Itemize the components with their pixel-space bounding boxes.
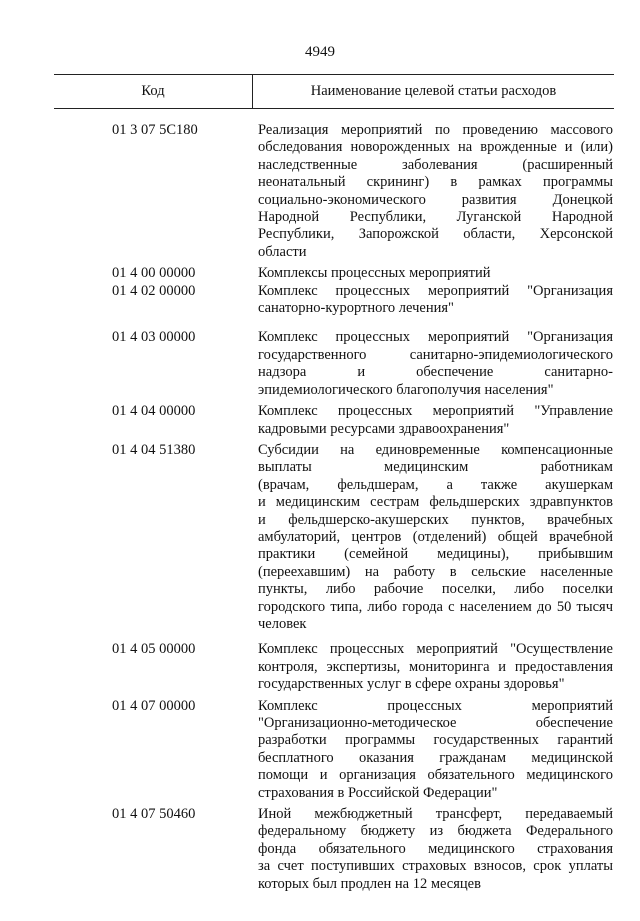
description-line: Народной Республики, Луганской Народной [258, 209, 613, 226]
description-line: городского типа, либо города с населением до 50 тысяч [258, 598, 613, 615]
description-line: Комплексы процессных мероприятий [258, 265, 491, 282]
table-row [54, 806, 614, 893]
description-line: практики (семейной медицины), прибывшим [258, 546, 613, 563]
row-description [252, 329, 613, 399]
row-code: 01 4 04 00000 [112, 403, 196, 420]
description-line: Комплекс процессных мероприятий "Осуществление [258, 641, 613, 658]
description-line: Субсидии на единовременные компенсационные [258, 441, 613, 458]
table-row [54, 442, 614, 633]
column-header-name: Наименование целевой статьи расходов [252, 75, 614, 108]
description-line: страхования в Российской Федерации" [258, 784, 498, 801]
description-line: (врачам, фельдшерам, а также акушеркам [258, 476, 613, 493]
row-description [252, 403, 613, 438]
description-line: федеральному бюджету из бюджета Федерального [258, 823, 613, 840]
description-line: наследственные заболевания (расширенный [258, 156, 613, 173]
description-line: государственного санитарно-эпидемиологического [258, 346, 613, 363]
row-code: 01 4 05 00000 [112, 641, 196, 658]
row-description [252, 283, 613, 318]
row-description [252, 806, 613, 893]
description-line: (переехавшим) на работу в сельские населенные [258, 563, 613, 580]
table-header [54, 74, 614, 109]
budget-classification-table [54, 74, 614, 893]
row-code: 01 4 02 00000 [112, 282, 196, 299]
row-description [252, 122, 613, 261]
description-line: разработки программы государственных гарантий [258, 732, 613, 749]
row-description [252, 641, 613, 693]
description-line: надзора и обеспечение санитарно- [258, 364, 613, 381]
row-code: 01 3 07 5C180 [112, 122, 198, 138]
description-line: которых был продлен на 12 месяцев [258, 875, 481, 892]
table-row [54, 265, 614, 282]
description-line: контроля, экспертизы, мониторинга и предоставления [258, 658, 613, 675]
row-code: 01 4 00 00000 [112, 265, 196, 282]
column-header-code: Код [141, 83, 165, 99]
table-row [54, 329, 614, 399]
description-line: выплаты медицинским работникам [258, 459, 613, 476]
row-description [252, 265, 613, 282]
description-line: "Организационно-методическое обеспечение [258, 715, 613, 731]
table-row [54, 403, 614, 438]
row-code: 01 4 07 00000 [112, 697, 196, 714]
description-line: Комплекс процессных мероприятий "Организация [258, 329, 613, 346]
description-line: и медицинским сестрам фельдшерских здравпунктов [258, 494, 613, 511]
description-line: обследования новорожденных на врожденные и (или) [258, 139, 613, 156]
row-code: 01 4 07 50460 [112, 806, 196, 823]
description-line: бесплатного оказания гражданам медицинской [258, 749, 613, 766]
description-line: человек [258, 615, 307, 632]
description-line: фонда обязательного медицинского страхования [258, 840, 613, 857]
description-line: Республики, Запорожской области, Херсонской [258, 226, 613, 243]
row-description [252, 442, 613, 633]
description-line: санаторно-курортного лечения" [258, 300, 454, 317]
row-code: 01 4 04 51380 [112, 441, 196, 458]
description-line: за счет поступивших страховых взносов, срок уплаты [258, 858, 613, 875]
table-row [54, 122, 614, 261]
description-line: помощи и организация обязательного медицинского [258, 767, 613, 784]
description-line: и фельдшерско-акушерских пунктов, врачебных [258, 511, 613, 528]
table-row [54, 698, 614, 802]
row-description [252, 698, 613, 802]
description-line: социально-экономического развития Донецкой [258, 191, 613, 208]
description-line: Реализация мероприятий по проведению массового [258, 122, 613, 138]
table-body [54, 122, 614, 893]
description-line: эпидемиологического благополучия населения" [258, 381, 554, 398]
description-line: неонатальный скрининг) в рамках программы [258, 174, 613, 191]
table-row [54, 283, 614, 318]
description-line: Комплекс процессных мероприятий [258, 697, 613, 714]
description-line: кадровыми ресурсами здравоохранения" [258, 420, 510, 437]
page-number: 4949 [305, 44, 335, 60]
description-line: Комплекс процессных мероприятий "Организация [258, 282, 613, 299]
description-line: Иной межбюджетный трансферт, передаваемый [258, 806, 613, 823]
table-row [54, 641, 614, 693]
description-line: области [258, 243, 307, 260]
description-line: амбулаторий, центров (отделений) общей врачебной [258, 528, 613, 545]
description-line: пункты, либо рабочие поселки, либо поселки [258, 581, 613, 598]
row-code: 01 4 03 00000 [112, 329, 196, 346]
description-line: Комплекс процессных мероприятий "Управление [258, 403, 613, 420]
description-line: государственных услуг в сфере охраны здоровья" [258, 676, 565, 693]
